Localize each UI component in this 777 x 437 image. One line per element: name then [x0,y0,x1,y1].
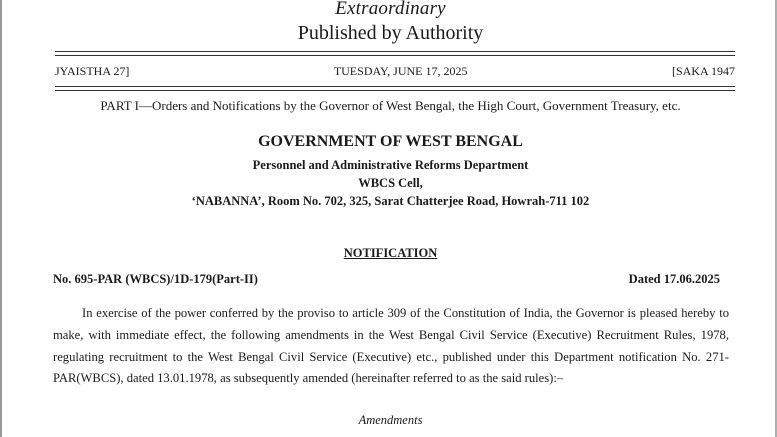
issuer-government: GOVERNMENT OF WEST BENGAL [258,133,523,150]
dateline [55,64,735,79]
dateline-left: JYAISTHA 27] [55,64,130,78]
header-rule-bottom [55,86,735,94]
issuer-department: Personnel and Administrative Reforms Department [252,158,529,172]
notification-body [53,303,729,390]
notification-number: No. 695-PAR (WBCS)/1D-179(Part-II) [53,272,258,286]
header-rule-top [55,51,735,59]
notification-title: NOTIFICATION [343,246,438,260]
dateline-right: [SAKA 1947 [671,64,735,78]
dateline-center: TUESDAY, JUNE 17, 2025 [333,64,468,78]
notification-body-text: In exercise of the power conferred by the proviso to article 309 of the Constitution of India, the Governor is pleased hereby to make, with immediate effect, the following amendments in the West Bengal Civil Service (Executive) Recruitment Rules, 1978, regulating recruitment to the West Bengal Civil Service (Executive) etc., published under this Department notification No. 271-PAR(WBCS), dated 13.01.1978, as subsequently amended (hereinafter referred to as the said rules):– [53,306,729,386]
issuer-address: ‘NABANNA’, Room No. 702, 325, Sarat Chatterjee Road, Howrah-711 102 [191,194,590,208]
gazette-type: Extraordinary [335,0,446,19]
issuer-cell: WBCS Cell, [358,176,423,190]
gazette-subtitle: Published by Authority [297,22,484,44]
amendments-heading: Amendments [358,413,423,427]
part-heading: PART I—Orders and Notifications by the Governor of West Bengal, the High Court, Government Treasury, etc. [100,98,681,113]
notification-date: Dated 17.06.2025 [628,272,720,286]
